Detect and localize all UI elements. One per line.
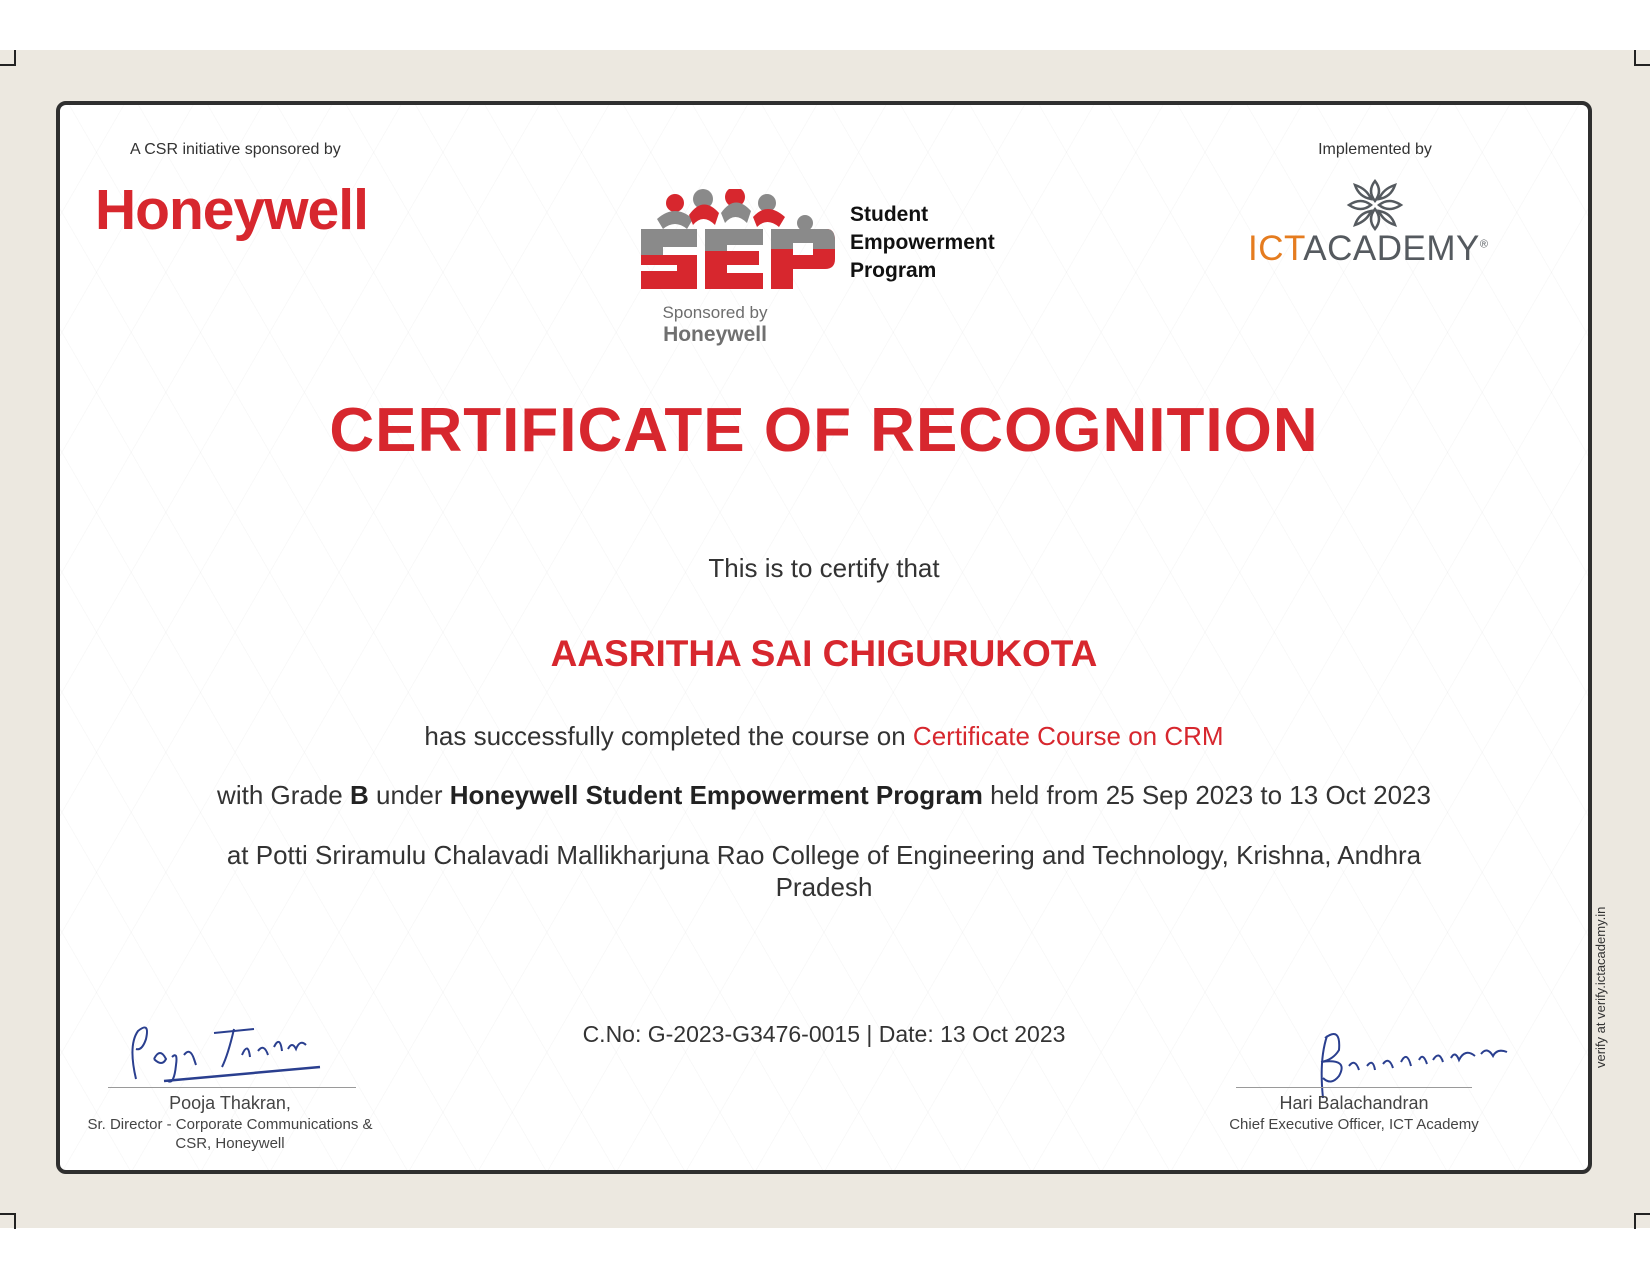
sep-logo — [637, 189, 837, 299]
left-role-line2: CSR, Honeywell — [175, 1135, 285, 1152]
course-line — [60, 721, 1588, 752]
crop-mark-top-left — [0, 50, 16, 66]
crop-mark-bottom-left — [0, 1213, 16, 1229]
right-signatory-role: Chief Executive Officer, ICT Academy — [1229, 1116, 1479, 1133]
sep-sponsored-by: Sponsored by — [662, 303, 768, 322]
program-dates: held from 25 Sep 2023 to 13 Oct 2023 — [990, 780, 1431, 810]
ict-logo-part2: ACADEMY — [1303, 229, 1480, 268]
crop-mark-top-right — [1634, 50, 1650, 66]
certificate-number-date: C.No: G-2023-G3476-0015 | Date: 13 Oct 2023 — [582, 1021, 1066, 1047]
sep-sponsored-name: Honeywell — [663, 323, 767, 346]
implemented-label: Implemented by — [1318, 141, 1432, 158]
left-signature — [124, 1015, 324, 1089]
college-line2: Pradesh — [775, 872, 873, 902]
program-name: Honeywell Student Empowerment Program — [449, 780, 983, 810]
right-signatory-name: Hari Balachandran — [1279, 1093, 1429, 1113]
sep-title-line1: Student — [850, 203, 929, 226]
left-role-line1: Sr. Director - Corporate Communications & — [87, 1116, 373, 1133]
left-signatory-role — [60, 1115, 400, 1153]
csr-label: A CSR initiative sponsored by — [130, 141, 341, 158]
ict-academy-logo — [1248, 229, 1489, 269]
grade-line — [60, 780, 1588, 811]
ict-logo-part1: ICT — [1248, 229, 1304, 268]
grade-prefix: with Grade — [217, 780, 343, 810]
ict-emblem-icon — [1345, 177, 1405, 233]
completed-prefix: has successfully completed the course on — [424, 721, 906, 751]
college-line1: at Potti Sriramulu Chalavadi Mallikharjuna Rao College of Engineering and Technology, Krishna, Andhra — [226, 840, 1422, 870]
grade-value: B — [350, 780, 369, 810]
left-signature-line — [108, 1087, 356, 1088]
honeywell-logo: Honeywell — [95, 178, 368, 242]
sep-logo-graphic — [637, 189, 837, 299]
under-text: under — [376, 780, 443, 810]
certificate-card — [56, 101, 1592, 1174]
right-signature-line — [1236, 1087, 1472, 1088]
crop-mark-bottom-right — [1634, 1213, 1650, 1229]
sep-title-line2: Empowerment — [850, 231, 995, 254]
left-signature-image — [124, 1015, 324, 1089]
right-signature-image — [1315, 1030, 1515, 1100]
course-name: Certificate Course on CRM — [912, 721, 1224, 751]
sep-sponsor-block — [635, 303, 795, 347]
right-signature — [1315, 1030, 1515, 1100]
ict-academy-emblem — [1345, 177, 1405, 233]
ict-logo-registered: ® — [1479, 238, 1489, 251]
sep-program-title — [850, 201, 995, 285]
recipient-name: AASRITHA SAI CHIGURUKOTA — [550, 633, 1098, 674]
verify-url-text: verify at verify.ictacademy.in — [1593, 906, 1608, 1068]
college-line — [60, 839, 1588, 903]
certificate-title: CERTIFICATE OF RECOGNITION — [329, 396, 1319, 465]
sep-title-line3: Program — [850, 259, 937, 282]
certify-intro: This is to certify that — [708, 553, 940, 583]
left-signatory-name: Pooja Thakran, — [169, 1093, 291, 1113]
